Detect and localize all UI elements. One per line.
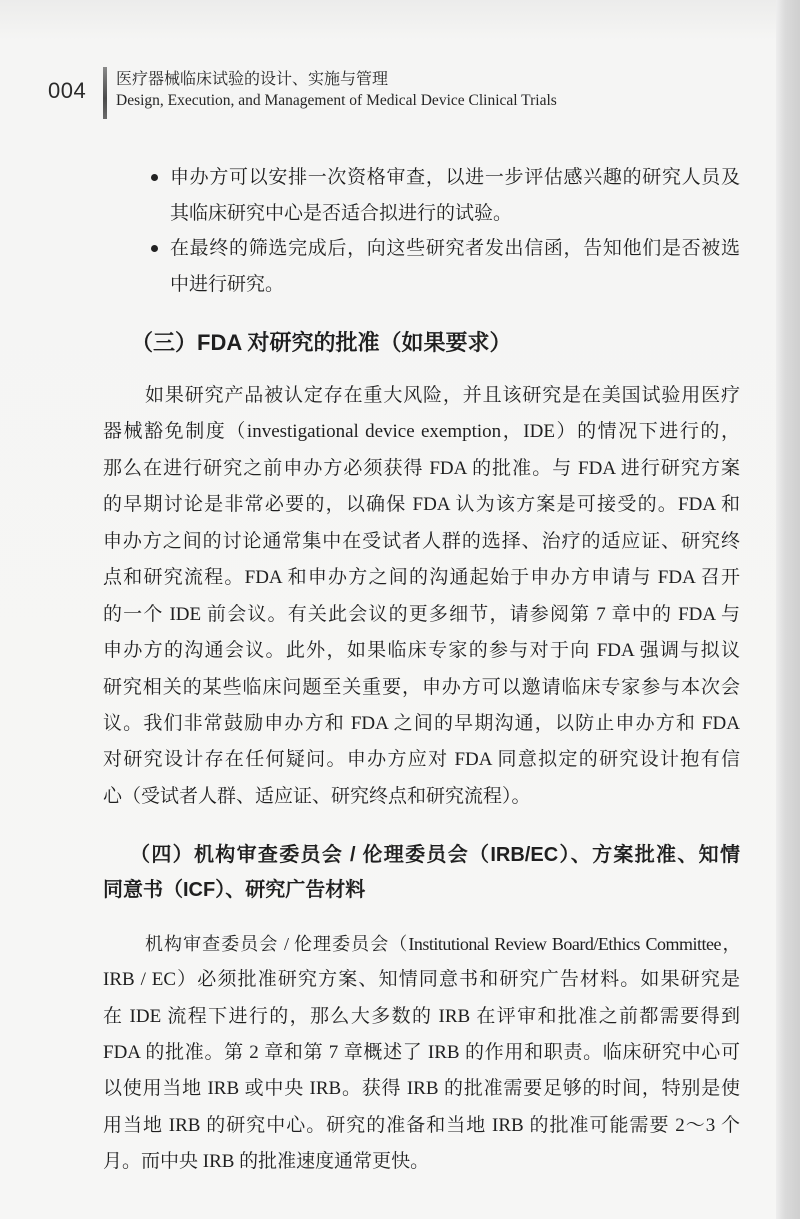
bullet-icon bbox=[151, 174, 158, 181]
paragraph-line: 如果研究产品被认定存在重大风险，并且该研究是在美国试验用医疗 bbox=[145, 385, 740, 406]
heading-line: 同意书（ICF）、研究广告材料 bbox=[103, 879, 366, 901]
section-heading-3: （三）FDA 对研究的批准（如果要求） bbox=[131, 330, 512, 355]
book-title-chinese: 医疗器械临床试验的设计、实施与管理 bbox=[116, 71, 389, 88]
paragraph-line: 议。我们非常鼓励申办方和 FDA 之间的早期沟通，以防止申办方和 FDA bbox=[103, 712, 740, 734]
heading-line: （四）机构审查委员会 / 伦理委员会（IRB/EC）、方案批准、知情 bbox=[130, 844, 740, 866]
bullet-line: 在最终的筛选完成后，向这些研究者发出信函，告知他们是否被选 bbox=[170, 238, 740, 260]
bullet-item bbox=[170, 231, 740, 302]
bullet-line: 申办方可以安排一次资格审查，以进一步评估感兴趣的研究人员及 bbox=[170, 167, 740, 188]
paragraph-line: 器械豁免制度（investigational device exemption，IDE）的情况下进行的， bbox=[103, 421, 740, 443]
section-4-paragraph bbox=[103, 926, 740, 1180]
paragraph-line: 点和研究流程。FDA 和申办方之间的沟通起始于申办方申请与 FDA 召开 bbox=[103, 567, 740, 589]
bullet-line: 其临床研究中心是否适合拟进行的试验。 bbox=[170, 202, 513, 224]
paragraph-line: 的一个 IDE 前会议。有关此会议的更多细节，请参阅第 7 章中的 FDA 与 bbox=[103, 603, 740, 625]
bullet-list bbox=[170, 160, 740, 303]
paragraph-line: 对研究设计存在任何疑问。申办方应对 FDA 同意拟定的研究设计抱有信 bbox=[103, 749, 740, 771]
paragraph-line: 以使用当地 IRB 或中央 IRB。获得 IRB 的批准需要足够的时间，特别是使 bbox=[103, 1078, 740, 1100]
bullet-icon bbox=[151, 245, 158, 252]
page-number: 004 bbox=[48, 78, 87, 103]
paragraph-line: FDA 的批准。第 2 章和第 7 章概述了 IRB 的作用和职责。临床研究中心可 bbox=[103, 1042, 740, 1064]
page-edge-shadow bbox=[776, 0, 800, 1219]
paragraph-line: 那么在进行研究之前申办方必须获得 FDA 的批准。与 FDA 进行研究方案 bbox=[103, 457, 740, 479]
bullet-line: 中进行研究。 bbox=[170, 274, 285, 296]
book-title-english: Design, Execution, and Management of Medical Device Clinical Trials bbox=[116, 92, 557, 109]
paragraph-line: 在 IDE 流程下进行的，那么大多数的 IRB 在评审和批准之前都需要得到 bbox=[103, 1005, 740, 1027]
paragraph-line: IRB / EC）必须批准研究方案、知情同意书和研究广告材料。如果研究是 bbox=[103, 969, 740, 991]
paragraph-line: 心（受试者人群、适应证、研究终点和研究流程）。 bbox=[103, 785, 531, 807]
bullet-item bbox=[170, 160, 740, 231]
section-heading-4 bbox=[103, 838, 740, 908]
header-divider bbox=[103, 67, 107, 119]
paragraph-line: 的早期讨论是非常必要的，以确保 FDA 认为该方案是可接受的。FDA 和 bbox=[103, 494, 740, 516]
paragraph-line: 申办方之间的讨论通常集中在受试者人群的选择、治疗的适应证、研究终 bbox=[103, 530, 740, 552]
paragraph-line: 机构审查委员会 / 伦理委员会（Institutional Review Board/Ethics Committee， bbox=[145, 934, 740, 954]
paragraph-line: 月。而中央 IRB 的批准速度通常更快。 bbox=[103, 1151, 430, 1173]
paragraph-line: 研究相关的某些临床问题至关重要，申办方可以邀请临床专家参与本次会 bbox=[103, 676, 740, 698]
paragraph-line: 用当地 IRB 的研究中心。研究的准备和当地 IRB 的批准可能需要 2～3 个 bbox=[103, 1114, 740, 1136]
section-3-paragraph bbox=[103, 378, 740, 815]
paragraph-line: 申办方的沟通会议。此外，如果临床专家的参与对于向 FDA 强调与拟议 bbox=[103, 640, 740, 662]
